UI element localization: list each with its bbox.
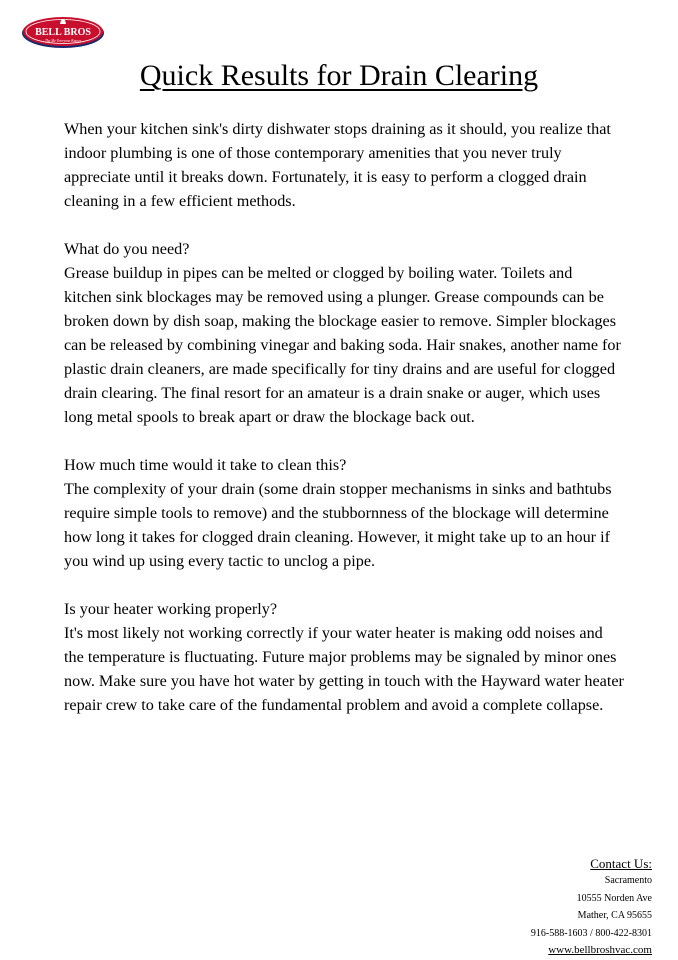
- section-heading: Is your heater working properly?: [64, 600, 278, 618]
- contact-title: Contact Us:: [590, 856, 652, 871]
- contact-city-state: Mather, CA 95655: [577, 910, 652, 921]
- article-body: [64, 117, 624, 717]
- section-heater: [64, 597, 624, 717]
- contact-phones: 916-588-1603 / 800-422-8301: [530, 927, 652, 939]
- contact-city: Sacramento: [604, 875, 652, 886]
- contact-street: 10555 Norden Ave: [576, 892, 652, 904]
- section-heading: What do you need?: [64, 240, 190, 258]
- bell-bros-logo: [21, 15, 105, 49]
- intro-paragraph: When your kitchen sink's dirty dishwater stops draining as it should, you realize that indoor plumbing is one of those contemporary amenities that you never truly appreciate until it breaks down. Fortunately, it is easy to perform a clogged drain cleaning in a few efficient methods.: [64, 120, 611, 210]
- website-link[interactable]: www.bellbroshvac.com: [548, 944, 652, 956]
- section-what-you-need: [64, 237, 624, 429]
- section-time-to-clean: [64, 453, 624, 573]
- logo-tagline: The Me Everyone Knows: [44, 39, 82, 43]
- page-title: Quick Results for Drain Clearing: [139, 59, 539, 92]
- section-body: The complexity of your drain (some drain stopper mechanisms in sinks and bathtubs require simple tools to remove) and the stubbornness of the blockage will determine how long it takes for clogged drain cleaning. However, it might take up to an hour if you wind up using every tactic to unclog a pipe.: [64, 480, 612, 570]
- section-body: Grease buildup in pipes can be melted or clogged by boiling water. Toilets and kitchen sink blockages may be removed using a plunger. Grease compounds can be broken down by dish soap, making the blockage easier to remove. Simpler blockages can be released by combining vinegar and baking soda. Hair snakes, another name for plastic drain cleaners, are made specifically for tiny drains and are useful for clogged drain clearing. The final resort for an amateur is a drain snake or auger, which uses long metal spools to break apart or draw the blockage back out.: [64, 264, 621, 426]
- section-heading: How much time would it take to clean this?: [64, 456, 347, 474]
- section-body: It's most likely not working correctly if your water heater is making odd noises and the temperature is fluctuating. Future major problems may be signaled by minor ones now. Make sure you have hot water by getting in touch with the Hayward water heater repair crew to take care of the fundamental problem and avoid a complete collapse.: [64, 624, 624, 714]
- logo-brand-text: BELL BROS: [35, 27, 91, 38]
- contact-block: [392, 855, 652, 960]
